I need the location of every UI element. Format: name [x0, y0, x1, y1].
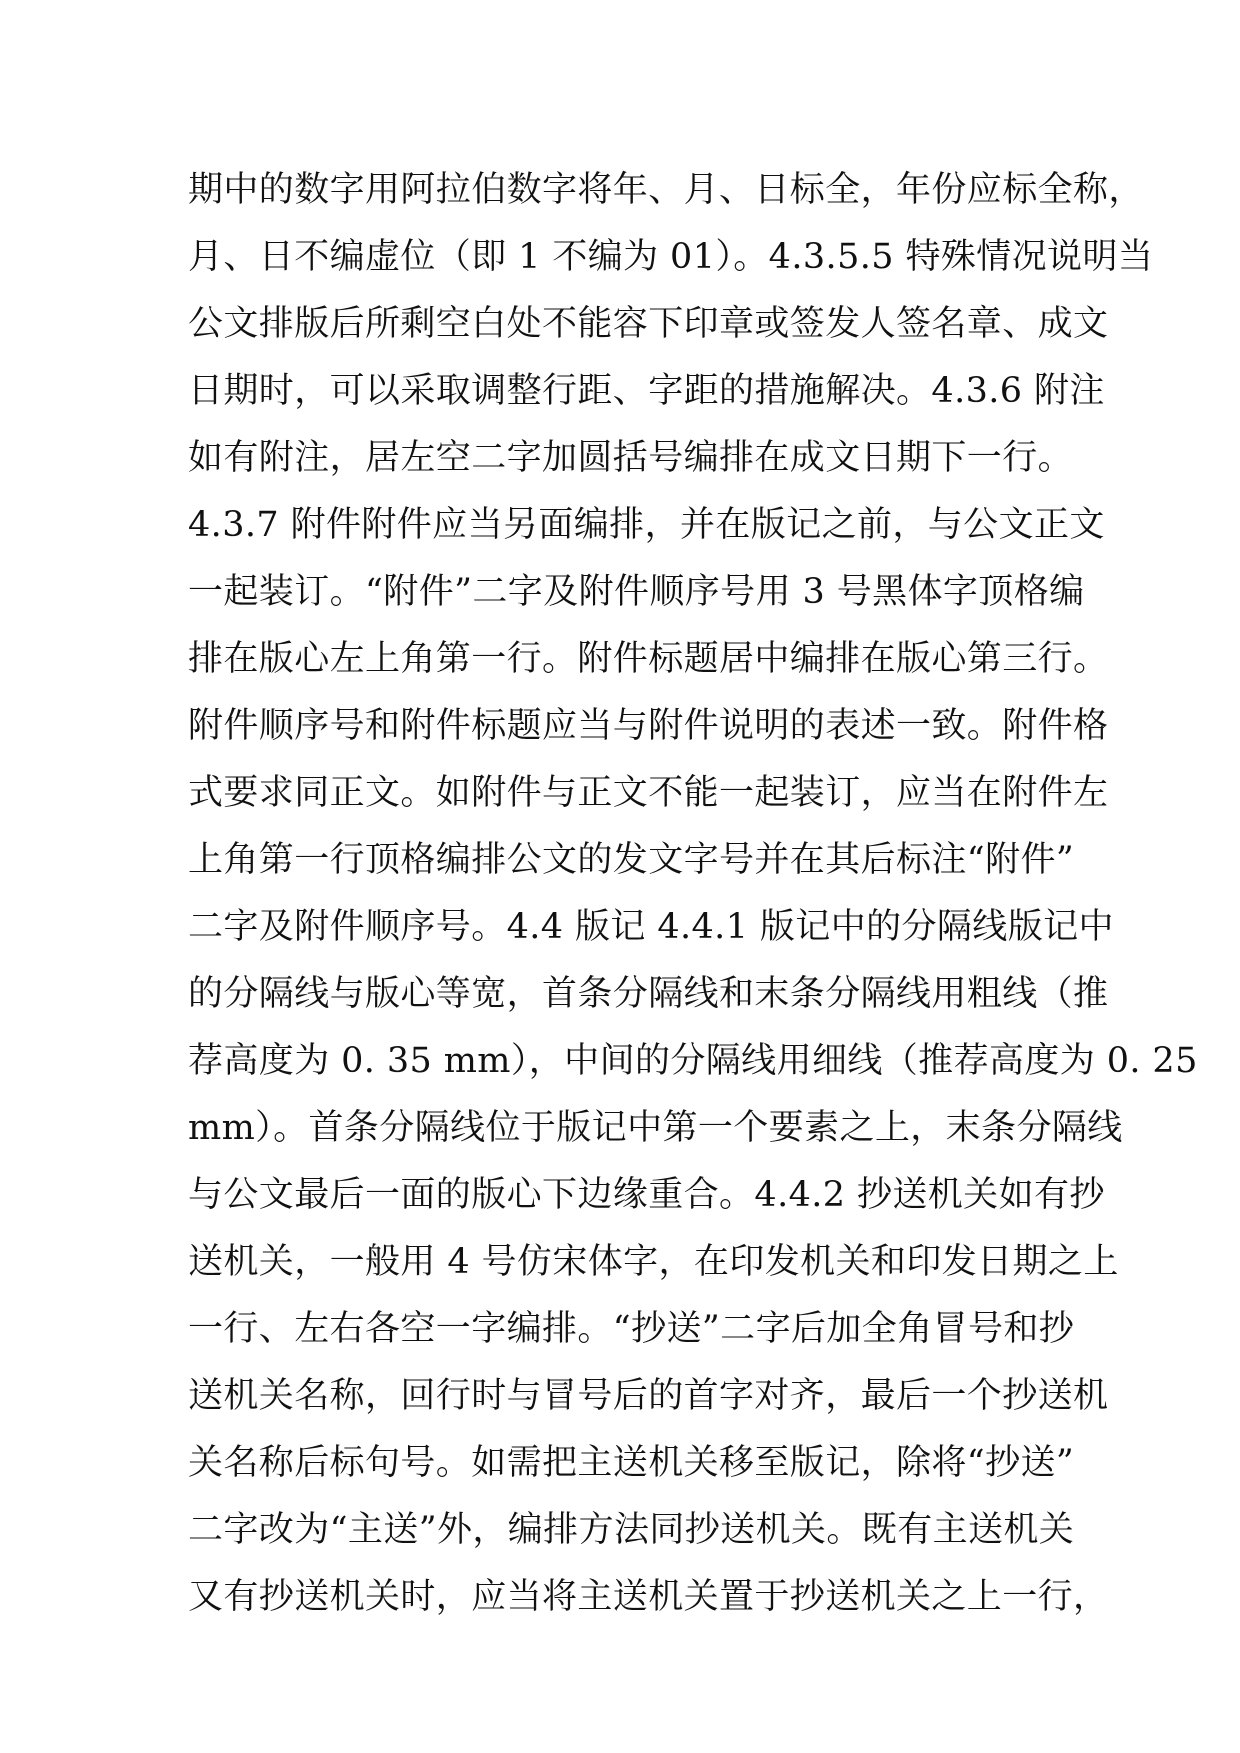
text-line: 附件顺序号和附件标题应当与附件说明的表述一致。附件格: [188, 706, 1109, 746]
text-line: 期中的数字用阿拉伯数字将年、月、日标全，年份应标全称，: [188, 170, 1144, 210]
text-line: 二字及附件顺序号。4.4 版记 4.4.1 版记中的分隔线版记中: [188, 907, 1114, 947]
text-line: 公文排版后所剩空白处不能容下印章或签发人签名章、成文: [188, 304, 1109, 344]
text-line: 关名称后标句号。如需把主送机关移至版记，除将“抄送”: [188, 1443, 1075, 1483]
text-line: mm）。首条分隔线位于版记中第一个要素之上，末条分隔线: [188, 1108, 1123, 1148]
text-line: 式要求同正文。如附件与正文不能一起装订，应当在附件左: [188, 773, 1109, 813]
text-line: 与公文最后一面的版心下边缘重合。4.4.2 抄送机关如有抄: [188, 1175, 1105, 1215]
text-line: 送机关名称，回行时与冒号后的首字对齐，最后一个抄送机: [188, 1376, 1109, 1416]
text-line: 荐高度为 0. 35 mm），中间的分隔线用细线（推荐高度为 0. 25: [188, 1041, 1198, 1081]
body-text: [188, 157, 1198, 1631]
text-line: 排在版心左上角第一行。附件标题居中编排在版心第三行。: [188, 639, 1109, 679]
text-line: 如有附注，居左空二字加圆括号编排在成文日期下一行。: [188, 438, 1074, 478]
text-line: 一行、左右各空一字编排。“抄送”二字后加全角冒号和抄: [188, 1309, 1075, 1349]
text-line: 月、日不编虚位（即 1 不编为 01）。4.3.5.5 特殊情况说明当: [188, 237, 1154, 277]
text-line: 4.3.7 附件附件应当另面编排，并在版记之前，与公文正文: [188, 505, 1105, 545]
text-line: 二字改为“主送”外，编排方法同抄送机关。既有主送机关: [188, 1510, 1075, 1550]
text-line: 一起装订。“附件”二字及附件顺序号用 3 号黑体字顶格编: [188, 572, 1085, 612]
text-line: 日期时，可以采取调整行距、字距的措施解决。4.3.6 附注: [188, 371, 1105, 411]
text-line: 上角第一行顶格编排公文的发文字号并在其后标注“附件”: [188, 840, 1075, 880]
text-line: 送机关，一般用 4 号仿宋体字，在印发机关和印发日期之上: [188, 1242, 1119, 1282]
text-line: 的分隔线与版心等宽，首条分隔线和末条分隔线用粗线（推: [188, 974, 1109, 1014]
text-line: 又有抄送机关时，应当将主送机关置于抄送机关之上一行，: [188, 1577, 1109, 1617]
